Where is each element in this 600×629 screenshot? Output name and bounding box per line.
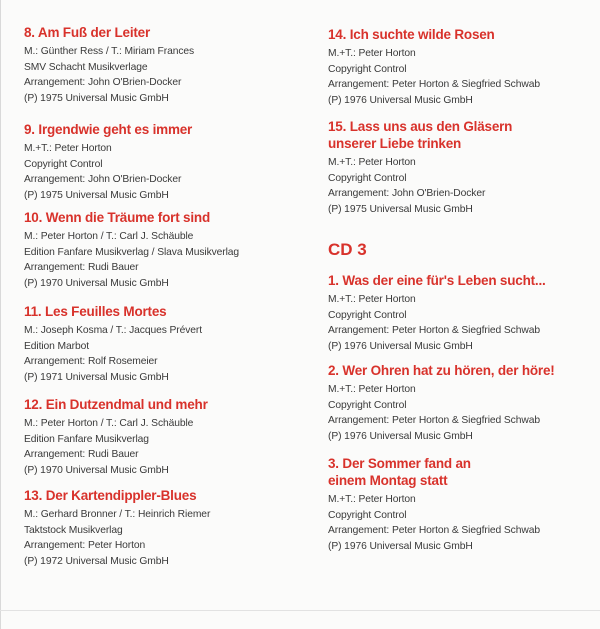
credit-line: Arrangement: Rudi Bauer	[24, 262, 139, 273]
credit-line: Arrangement: Peter Horton & Siegfried Schwab	[328, 415, 540, 426]
credit-line: Copyright Control	[328, 172, 407, 184]
credit-line: (P) 1971 Universal Music GmbH	[24, 371, 169, 383]
credit-line: (P) 1976 Universal Music GmbH	[328, 94, 473, 106]
track-title: 10. Wenn die Träume fort sind	[24, 210, 210, 225]
page-edge	[0, 0, 1, 629]
credit-line: Arrangement: Peter Horton & Siegfried Schwab	[328, 79, 540, 90]
credit-line: Copyright Control	[328, 63, 407, 75]
credit-line: Arrangement: Rudi Bauer	[24, 449, 139, 460]
credit-line: (P) 1976 Universal Music GmbH	[328, 430, 473, 442]
track-entry	[24, 121, 192, 203]
credit-line: M.+T.: Peter Horton	[24, 143, 112, 154]
track-entry	[24, 303, 202, 385]
track-title: 9. Irgendwie geht es immer	[24, 122, 193, 137]
track-entry	[328, 362, 555, 444]
track-entry	[328, 26, 540, 108]
track-title: 1. Was der eine für's Leben sucht...	[328, 273, 546, 288]
track-entry	[24, 209, 239, 291]
credit-line: SMV Schacht Musikverlage	[24, 61, 148, 73]
track-entry	[328, 455, 540, 554]
credit-line: M.: Günther Ress / T.: Miriam Frances	[24, 46, 195, 57]
credit-line: Arrangement: Peter Horton & Siegfried Schwab	[328, 325, 540, 336]
credit-line: M.: Peter Horton / T.: Carl J. Schäuble	[24, 231, 194, 242]
track-entry	[24, 396, 208, 478]
credit-line: M.+T.: Peter Horton	[328, 494, 416, 505]
credit-line: (P) 1975 Universal Music GmbH	[24, 189, 169, 201]
track-title: 12. Ein Dutzendmal und mehr	[24, 397, 208, 412]
credit-line: (P) 1976 Universal Music GmbH	[328, 540, 473, 552]
credit-line: (P) 1975 Universal Music GmbH	[328, 203, 473, 215]
credit-line: Arrangement: Rolf Rosemeier	[24, 356, 158, 367]
credit-line: Edition Marbot	[24, 340, 89, 352]
credit-line: M.+T.: Peter Horton	[328, 157, 416, 168]
credit-line: Edition Fanfare Musikverlag	[24, 433, 149, 445]
bottom-rule	[0, 610, 600, 611]
track-title: 3. Der Sommer fand an einem Montag statt	[328, 456, 471, 488]
credit-line: Arrangement: John O'Brien-Docker	[24, 174, 182, 185]
track-title: 11. Les Feuilles Mortes	[24, 304, 167, 319]
credit-line: (P) 1970 Universal Music GmbH	[24, 464, 169, 476]
credit-line: Copyright Control	[328, 309, 407, 321]
credit-line: (P) 1975 Universal Music GmbH	[24, 92, 169, 104]
credit-line: (P) 1976 Universal Music GmbH	[328, 340, 473, 352]
track-entry	[328, 118, 512, 217]
credit-line: (P) 1970 Universal Music GmbH	[24, 277, 169, 289]
cd-heading: CD 3	[328, 240, 367, 259]
credit-line: Copyright Control	[328, 509, 407, 521]
credit-line: Edition Fanfare Musikverlag / Slava Musikverlag	[24, 246, 240, 258]
credit-line: Copyright Control	[24, 158, 103, 170]
track-title: 15. Lass uns aus den Gläsern unserer Liebe trinken	[328, 119, 513, 151]
track-entry	[24, 24, 194, 106]
credit-line: M.: Peter Horton / T.: Carl J. Schäuble	[24, 418, 194, 429]
credit-line: M.: Joseph Kosma / T.: Jacques Prévert	[24, 325, 202, 336]
credit-line: M.+T.: Peter Horton	[328, 384, 416, 395]
credit-line: Taktstock Musikverlag	[24, 524, 123, 536]
track-entry	[24, 487, 210, 569]
track-title: 2. Wer Ohren hat zu hören, der höre!	[328, 363, 555, 378]
credit-line: Arrangement: John O'Brien-Docker	[24, 77, 182, 88]
track-entry	[328, 272, 546, 354]
credit-line: M.+T.: Peter Horton	[328, 294, 416, 305]
credit-line: M.+T.: Peter Horton	[328, 48, 416, 59]
credit-line: Copyright Control	[328, 399, 407, 411]
credit-line: M.: Gerhard Bronner / T.: Heinrich Riemer	[24, 509, 211, 520]
credit-line: Arrangement: Peter Horton	[24, 540, 146, 551]
credit-line: (P) 1972 Universal Music GmbH	[24, 555, 169, 567]
track-title: 14. Ich suchte wilde Rosen	[328, 27, 495, 42]
credit-line: Arrangement: John O'Brien-Docker	[328, 188, 486, 199]
track-title: 13. Der Kartendippler-Blues	[24, 488, 197, 503]
track-title: 8. Am Fuß der Leiter	[24, 25, 151, 40]
credit-line: Arrangement: Peter Horton & Siegfried Schwab	[328, 525, 540, 536]
